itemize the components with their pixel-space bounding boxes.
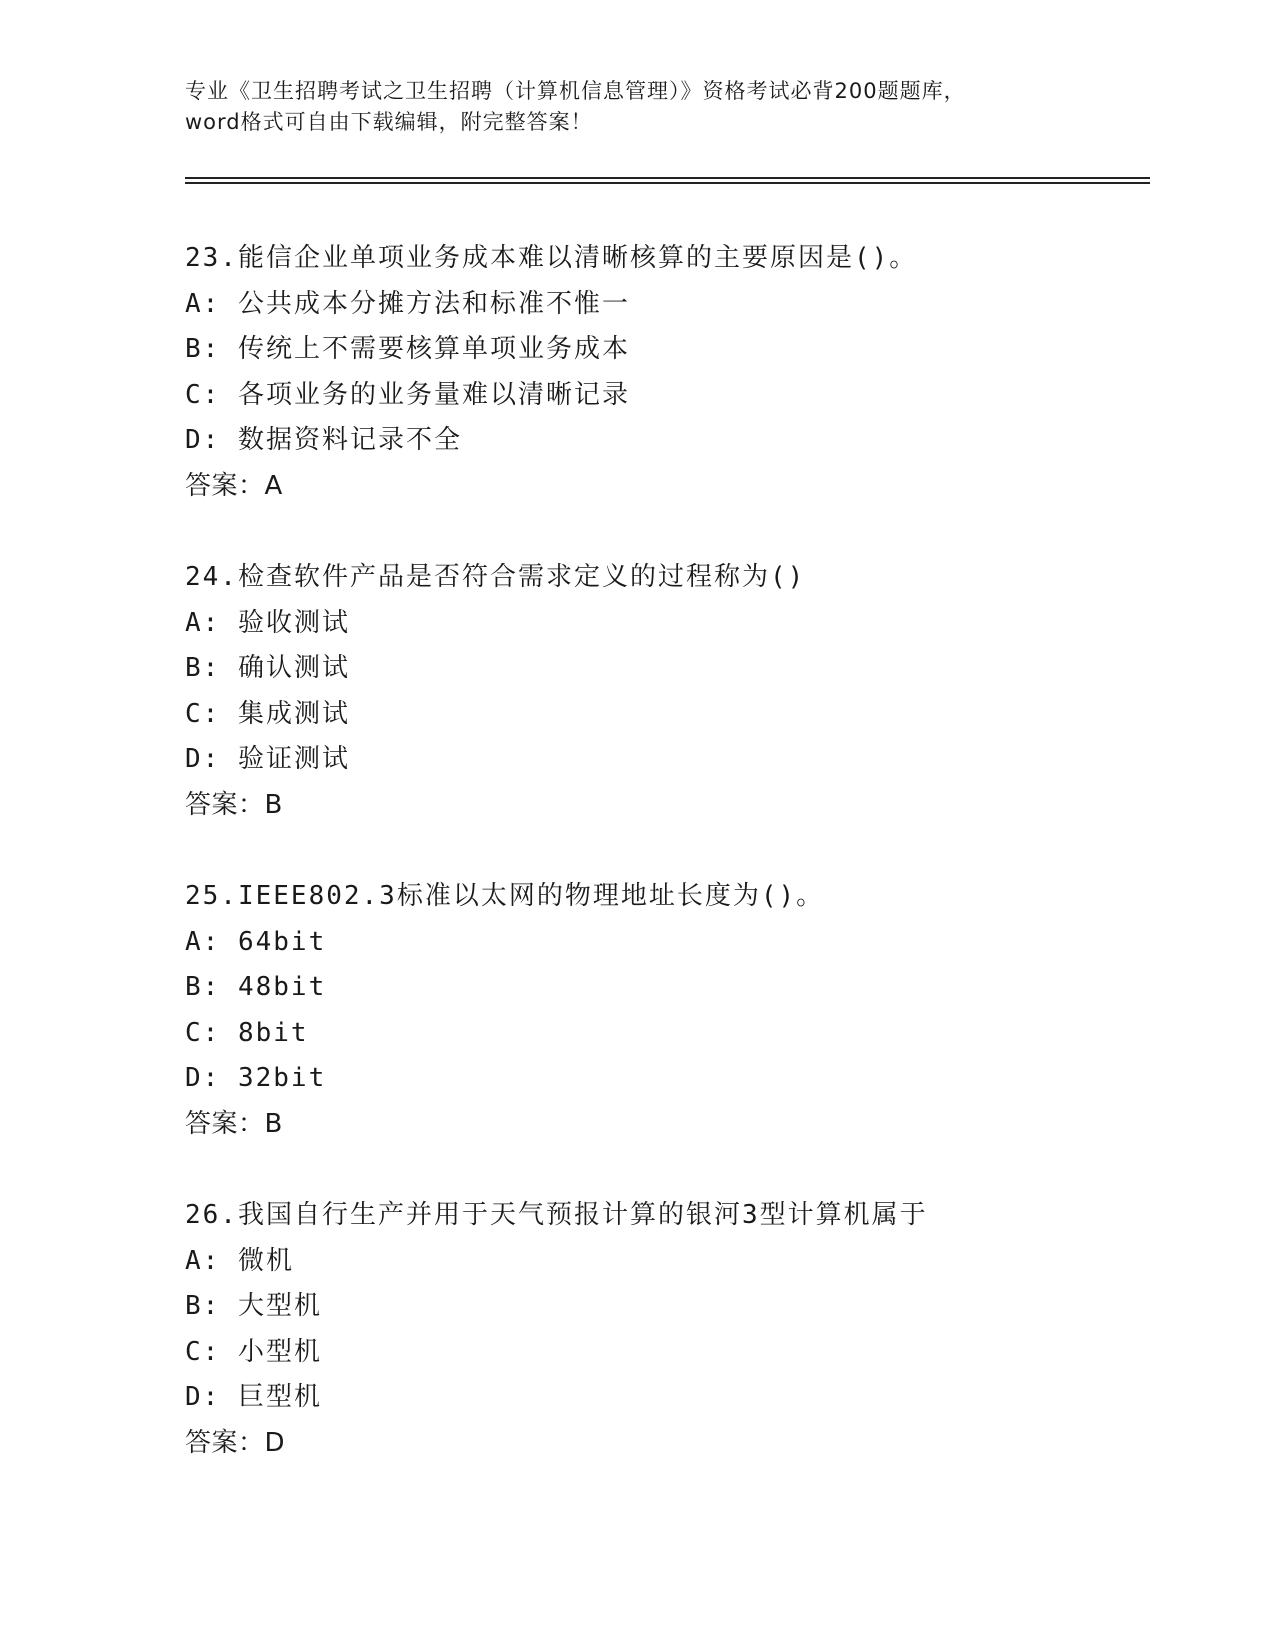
question-23 xyxy=(185,236,1145,555)
header-divider-top xyxy=(185,177,1150,179)
option-c: C: 8bit xyxy=(185,1017,309,1048)
option-a: A: 公共成本分摊方法和标准不惟一 xyxy=(185,288,630,319)
question-stem: 25.IEEE802.3标准以太网的物理地址长度为()。 xyxy=(185,881,825,911)
option-d: D: 32bit xyxy=(185,1063,327,1093)
answer-label: 答案：D xyxy=(185,1427,286,1458)
question-stem: 23.能信企业单项业务成本难以清晰核算的主要原因是()。 xyxy=(185,243,918,273)
header-divider-bottom xyxy=(185,182,1150,184)
question-25 xyxy=(185,874,1145,1193)
answer-label: 答案：B xyxy=(185,789,283,820)
option-d: D: 巨型机 xyxy=(185,1382,322,1412)
option-a: A: 64bit xyxy=(185,926,327,957)
header-line-1: 专业《卫生招聘考试之卫生招聘（计算机信息管理）》资格考试必背200题题库， xyxy=(185,79,966,103)
option-b: B: 确认测试 xyxy=(185,653,350,683)
answer-label: 答案：A xyxy=(185,470,283,501)
option-a: A: 微机 xyxy=(185,1245,294,1276)
option-d: D: 验证测试 xyxy=(185,744,350,774)
option-b: B: 传统上不需要核算单项业务成本 xyxy=(185,334,630,364)
option-b: B: 大型机 xyxy=(185,1291,322,1321)
question-24 xyxy=(185,555,1145,874)
document-header xyxy=(185,76,1085,138)
option-a: A: 验收测试 xyxy=(185,607,350,638)
option-c: C: 小型机 xyxy=(185,1336,322,1367)
question-list xyxy=(185,236,1145,1512)
option-d: D: 数据资料记录不全 xyxy=(185,425,462,455)
option-c: C: 各项业务的业务量难以清晰记录 xyxy=(185,379,630,410)
question-26 xyxy=(185,1193,1145,1512)
question-stem: 26.我国自行生产并用于天气预报计算的银河3型计算机属于 xyxy=(185,1200,928,1230)
header-line-2: word格式可自由下载编辑，附完整答案！ xyxy=(185,110,593,134)
question-stem: 24.检查软件产品是否符合需求定义的过程称为() xyxy=(185,562,806,592)
answer-label: 答案：B xyxy=(185,1108,283,1139)
option-b: B: 48bit xyxy=(185,972,327,1002)
option-c: C: 集成测试 xyxy=(185,698,350,729)
